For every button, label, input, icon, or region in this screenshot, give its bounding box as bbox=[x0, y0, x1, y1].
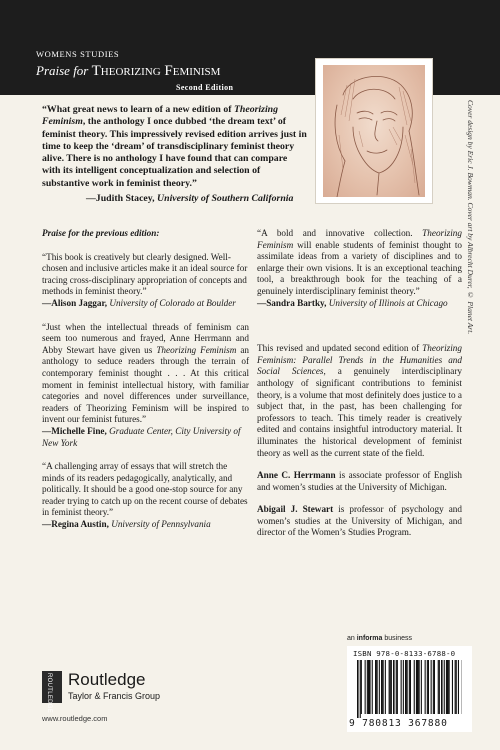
publisher-name: Routledge bbox=[68, 670, 146, 689]
barcode-bar bbox=[452, 660, 453, 714]
review-attribution bbox=[257, 298, 462, 310]
reviewer-affiliation: Graduate Center, City University of New York bbox=[42, 425, 241, 448]
routledge-mark-icon bbox=[42, 671, 62, 714]
review-quote bbox=[42, 252, 249, 298]
barcode-bar bbox=[360, 660, 361, 718]
cover-credit: Cover design by Eric J. Bowman. Cover art by Albrecht Durer, © Planet Art. bbox=[466, 100, 475, 335]
quote-text: will enable students of feminist thought to assimilate ideas from a variety of disciplines and to enlarge their own visions. It is an exceptional teaching tool, a breakthrough book for the teaching of a genuinely interdisciplinary feminist theory.” bbox=[257, 239, 462, 296]
book-title: Theorizing Feminism bbox=[91, 63, 221, 79]
barcode-bar bbox=[407, 660, 408, 714]
left-column bbox=[42, 228, 249, 543]
review-block bbox=[257, 228, 462, 309]
isbn-number: ISBN 978-0-8133-6788-0 bbox=[353, 649, 456, 658]
barcode-bar bbox=[379, 660, 380, 714]
reviewer-affiliation: University of Colorado at Boulder bbox=[109, 297, 236, 308]
isbn-barcode bbox=[347, 646, 472, 732]
quote-text: an anthology to seduce readers through the terrain of contemporary feminist thought . . . At this critical moment in feminist intellectual history, with familiar categories and novel differences under surveillance, readers of Theorizing Feminism will be inspired to invent our feminist futures.” bbox=[42, 344, 250, 425]
barcode-bar bbox=[410, 660, 411, 714]
barcode-bar bbox=[455, 660, 456, 714]
editor-name: Anne C. Herrmann bbox=[257, 470, 336, 481]
barcode-bar bbox=[396, 660, 397, 714]
review-block bbox=[42, 461, 249, 531]
informa-prefix: an bbox=[347, 635, 357, 642]
barcode-bar bbox=[372, 660, 373, 714]
right-column bbox=[257, 228, 462, 550]
barcode-bar bbox=[403, 660, 404, 714]
description-title: Theorizing Feminism: Parallel Trends in the Humanities and Social Sciences bbox=[257, 343, 462, 377]
quote-text: “Just when the intellectual threads of feminism can seem too numerous and frayed, Anne Herrmann and Abby Stewart have given us bbox=[42, 321, 249, 355]
quote-text: “A bold and innovative collection. bbox=[257, 228, 423, 238]
editor-bio-text: is associate professor of English and women’s studies at the University of Michigan. bbox=[257, 470, 462, 492]
reviewer-name: —Judith Stacey, bbox=[86, 193, 158, 204]
review-block bbox=[42, 252, 249, 310]
lead-review-attribution bbox=[86, 193, 293, 204]
reviewer-affiliation: University of Illinois at Chicago bbox=[328, 297, 448, 308]
reviewer-name: —Alison Jaggar, bbox=[42, 297, 110, 308]
quote-title: Theorizing Feminism bbox=[156, 344, 237, 355]
barcode-bar bbox=[439, 660, 440, 714]
barcode-bar bbox=[365, 660, 366, 714]
previous-edition-heading: Praise for the previous edition: bbox=[42, 228, 160, 238]
barcode-bar bbox=[416, 660, 417, 714]
publisher-group: Taylor & Francis Group bbox=[68, 691, 161, 701]
portrait-drawing bbox=[323, 65, 425, 197]
series-label: WOMENS STUDIES bbox=[36, 49, 120, 59]
barcode-bar bbox=[393, 660, 395, 714]
reviewer-affiliation: University of Southern California bbox=[157, 193, 294, 204]
review-quote bbox=[42, 322, 249, 426]
publisher-logo bbox=[42, 669, 212, 714]
quote-text: “This book is creatively but clearly designed. Well-chosen and inclusive articles make it an ideal source for tracing cross-disciplinary appropriation of concepts and methods in feminist theory.” bbox=[42, 251, 248, 297]
reviewer-name: —Regina Austin, bbox=[42, 519, 112, 530]
quote-title: Theorizing Feminism bbox=[257, 228, 462, 250]
barcode-bar bbox=[375, 660, 377, 714]
barcode-bar bbox=[391, 660, 392, 714]
barcode-bar bbox=[421, 660, 422, 714]
review-block bbox=[42, 322, 249, 450]
barcode-bar bbox=[361, 660, 362, 714]
praise-title bbox=[36, 63, 220, 80]
informa-business-label bbox=[347, 635, 412, 642]
durer-portrait-sketch bbox=[323, 65, 425, 197]
barcode-bar bbox=[456, 660, 457, 714]
barcode-bar bbox=[385, 660, 386, 714]
barcode-bar bbox=[427, 660, 428, 714]
lead-quote-title: Theorizing Feminism bbox=[42, 104, 279, 128]
review-attribution bbox=[42, 519, 249, 531]
cover-art-frame bbox=[315, 58, 433, 204]
barcode-bar bbox=[434, 660, 435, 714]
lead-quote-part: , the anthology I once dubbed ‘the dream text’ of feminist theory. This impressively revised edition arrives just in time to keep the ‘dream’ of transdisciplinary feminist theory alive. There is no anthology I have found that can compare with its intelligent conceptualization and selection of substantive work in feminist theory.” bbox=[42, 116, 307, 189]
praise-prefix: Praise for bbox=[36, 63, 89, 78]
informa-name: informa bbox=[356, 635, 383, 642]
quote-text: “A challenging array of essays that will stretch the minds of its readers pedagogically, analytically, and politically. It should be a good one-stop source for any reader trying to catch up on the recent course of debates in feminist theory.” bbox=[42, 461, 248, 518]
lead-quote-part: “What great news to learn of a new edition of bbox=[42, 104, 234, 115]
barcode-bar bbox=[444, 660, 445, 714]
barcode-bar bbox=[397, 660, 398, 714]
barcode-bar bbox=[357, 660, 359, 718]
barcode-bar bbox=[447, 660, 449, 714]
reviewer-name: —Sandra Bartky, bbox=[257, 297, 329, 308]
editor-bio-text: is professor of psychology and women’s studies at the University of Michigan, and director of the Women’s Studies Program. bbox=[257, 504, 462, 538]
barcode-bar bbox=[377, 660, 378, 714]
barcode-bar bbox=[438, 660, 439, 714]
barcode-bar bbox=[369, 660, 371, 714]
barcode-bars-icon bbox=[357, 660, 462, 718]
editor-name: Abigail J. Stewart bbox=[257, 504, 334, 515]
barcode-bar bbox=[389, 660, 390, 714]
barcode-bar bbox=[368, 660, 369, 714]
description-text: , a genuinely interdisciplinary anthology of significant contributions to feminist theory, is a volume that most definitely does justice to a subject that, in the past, has been challenging for professors to teach. This timely reader is creatively edited and contains insightful introductory material. It illuminates the historical development of feminist theory as well as the current state of the field. bbox=[257, 366, 463, 458]
barcode-bar bbox=[425, 660, 426, 714]
review-quote bbox=[257, 228, 462, 298]
review-attribution bbox=[42, 298, 249, 310]
description-text: This revised and updated second edition of bbox=[257, 343, 423, 354]
barcode-bar bbox=[417, 660, 419, 714]
barcode-bar bbox=[446, 660, 447, 714]
barcode-bar bbox=[367, 660, 368, 714]
book-description bbox=[257, 343, 462, 459]
edition-label: Second Edition bbox=[176, 83, 234, 92]
barcode-bar bbox=[419, 660, 420, 714]
reviewer-affiliation: University of Pennsylvania bbox=[111, 519, 211, 530]
editor-bio bbox=[257, 470, 462, 493]
review-quote bbox=[42, 461, 249, 519]
barcode-bar bbox=[383, 660, 384, 714]
mark-text: ROUTLEDGE bbox=[46, 673, 52, 714]
barcode-bar bbox=[381, 660, 383, 714]
barcode-bar bbox=[458, 660, 459, 714]
barcode-bar bbox=[405, 660, 407, 714]
barcode-bar bbox=[428, 660, 429, 714]
ean-digits: 9 780813 367880 bbox=[349, 718, 448, 729]
barcode-bar bbox=[433, 660, 434, 714]
lead-review-quote bbox=[42, 104, 308, 190]
barcode-bar bbox=[449, 660, 450, 714]
reviewer-name: —Michelle Fine, bbox=[42, 425, 110, 436]
barcode-bar bbox=[401, 660, 402, 714]
barcode-bar bbox=[431, 660, 432, 714]
barcode-bar bbox=[414, 660, 415, 714]
informa-suffix: business bbox=[382, 635, 412, 642]
review-attribution bbox=[42, 426, 249, 449]
barcode-bar bbox=[409, 660, 410, 714]
barcode-bar bbox=[441, 660, 443, 714]
barcode-bar bbox=[390, 660, 391, 714]
publisher-website: www.routledge.com bbox=[42, 714, 108, 723]
editor-bio bbox=[257, 504, 462, 539]
